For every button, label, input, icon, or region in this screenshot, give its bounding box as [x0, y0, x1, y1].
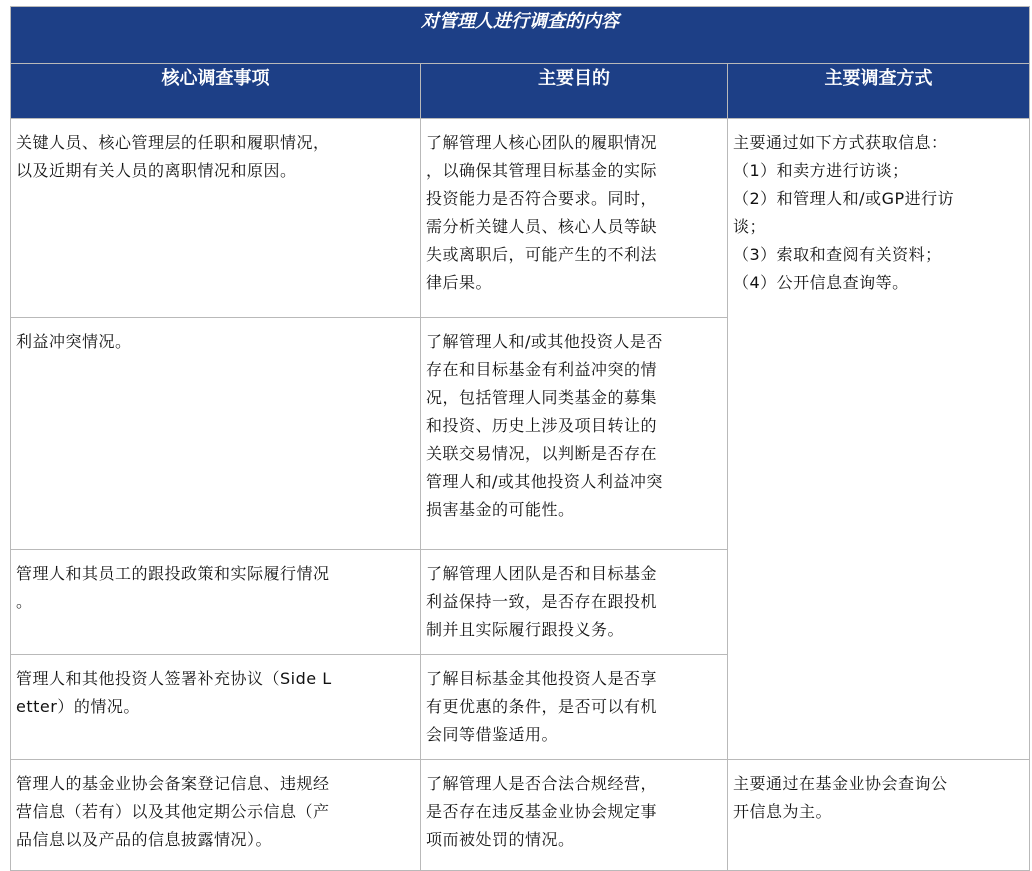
cell-text: 利益冲突情况。 [16, 332, 132, 351]
cell-item [11, 318, 421, 550]
cell-item [11, 655, 421, 760]
cell-text: 了解管理人和/或其他投资人是否 存在和目标基金有利益冲突的情 况，包括管理人同类基金的募集 和投资、历史上涉及项目转让的 关联交易情况，以判断是否存在 管理人和/或其他投资人利益冲突 损害基金的可能性。 [426, 332, 663, 519]
due-diligence-table [10, 6, 1030, 871]
cell-purpose [421, 318, 728, 550]
cell-text: 了解目标基金其他投资人是否享 有更优惠的条件，是否可以有机 会同等借鉴适用。 [426, 669, 658, 744]
cell-text: 管理人的基金业协会备案登记信息、违规经 营信息（若有）以及其他定期公示信息（产 品信息以及产品的信息披露情况）。 [16, 774, 330, 849]
table-row [11, 760, 1030, 871]
cell-text: 了解管理人是否合法合规经营， 是否存在违反基金业协会规定事 项而被处罚的情况。 [426, 774, 658, 849]
cell-text: 了解管理人团队是否和目标基金 利益保持一致，是否存在跟投机 制并且实际履行跟投义务。 [426, 564, 658, 639]
cell-text: 了解管理人核心团队的履职情况 ，以确保其管理目标基金的实际 投资能力是否符合要求。同时， 需分析关键人员、核心人员等缺 失或离职后，可能产生的不利法 律后果。 [426, 133, 658, 292]
table-row [11, 119, 1030, 318]
table-title: 对管理人进行调查的内容 [11, 7, 1030, 64]
cell-item [11, 760, 421, 871]
cell-text: 管理人和其他投资人签署补充协议（Side L etter）的情况。 [16, 669, 332, 716]
cell-text: 关键人员、核心管理层的任职和履职情况， 以及近期有关人员的离职情况和原因。 [16, 133, 330, 180]
cell-purpose [421, 760, 728, 871]
header-core-items: 核心调查事项 [11, 64, 421, 119]
cell-purpose [421, 550, 728, 655]
cell-item [11, 550, 421, 655]
cell-purpose [421, 655, 728, 760]
header-main-purpose: 主要目的 [421, 64, 728, 119]
cell-text: 主要通过在基金业协会查询公 开信息为主。 [733, 774, 948, 821]
cell-method-general [728, 119, 1030, 760]
cell-item [11, 119, 421, 318]
cell-method-registry [728, 760, 1030, 871]
cell-purpose [421, 119, 728, 318]
header-main-method: 主要调查方式 [728, 64, 1030, 119]
cell-text: 主要通过如下方式获取信息： （1）和卖方进行访谈； （2）和管理人和/或GP进行访 谈； （3）索取和查阅有关资料； （4）公开信息查询等。 [733, 133, 955, 292]
cell-text: 管理人和其员工的跟投政策和实际履行情况 。 [16, 564, 330, 611]
